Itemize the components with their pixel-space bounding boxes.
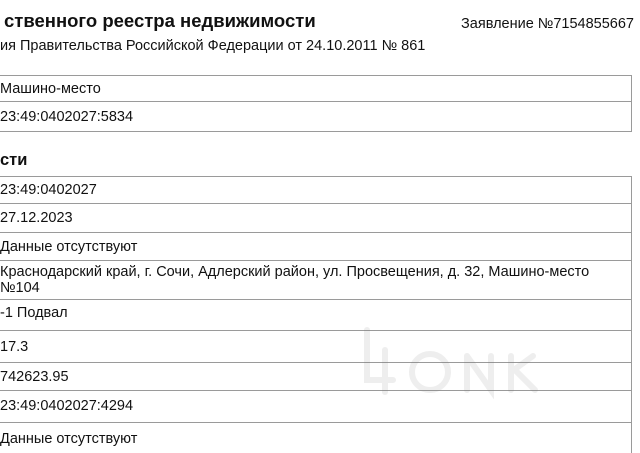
detail-row bbox=[0, 331, 632, 363]
detail-row bbox=[0, 391, 632, 423]
detail-row bbox=[0, 204, 632, 233]
detail-row bbox=[0, 363, 632, 391]
cadastral-quarter-value: 23:49:0402027 bbox=[0, 182, 97, 198]
detail-row bbox=[0, 176, 632, 204]
area-value: 17.3 bbox=[0, 339, 29, 355]
object-type-row bbox=[0, 75, 632, 102]
address-value: Краснодарский край, г. Сочи, Адлерский район, ул. Просвещения, д. 32, Машино-место bbox=[0, 264, 590, 280]
floor-value: -1 Подвал bbox=[0, 305, 68, 321]
address-value-line2: №104 bbox=[0, 280, 40, 296]
cadastral-number-value: 23:49:0402027:5834 bbox=[0, 109, 134, 125]
building-number-value: 23:49:0402027:4294 bbox=[0, 398, 134, 414]
detail-row bbox=[0, 233, 632, 261]
detail-row bbox=[0, 300, 632, 331]
detail-row bbox=[0, 423, 632, 453]
detail-value: Данные отсутствуют bbox=[0, 239, 138, 255]
detail-row bbox=[0, 261, 632, 300]
registration-date-value: 27.12.2023 bbox=[0, 210, 73, 226]
cadastral-value: 742623.95 bbox=[0, 369, 69, 385]
object-type-value: Машино-место bbox=[0, 81, 101, 97]
detail-value: Данные отсутствуют bbox=[0, 431, 138, 447]
application-number: Заявление №7154855667 bbox=[461, 16, 634, 32]
cadastral-number-row bbox=[0, 102, 632, 132]
section-title: сти bbox=[0, 151, 28, 169]
document-title: ственного реестра недвижимости bbox=[4, 10, 316, 31]
document-subtitle: ия Правительства Российской Федерации от 24.10.2011 № 861 bbox=[0, 38, 426, 54]
